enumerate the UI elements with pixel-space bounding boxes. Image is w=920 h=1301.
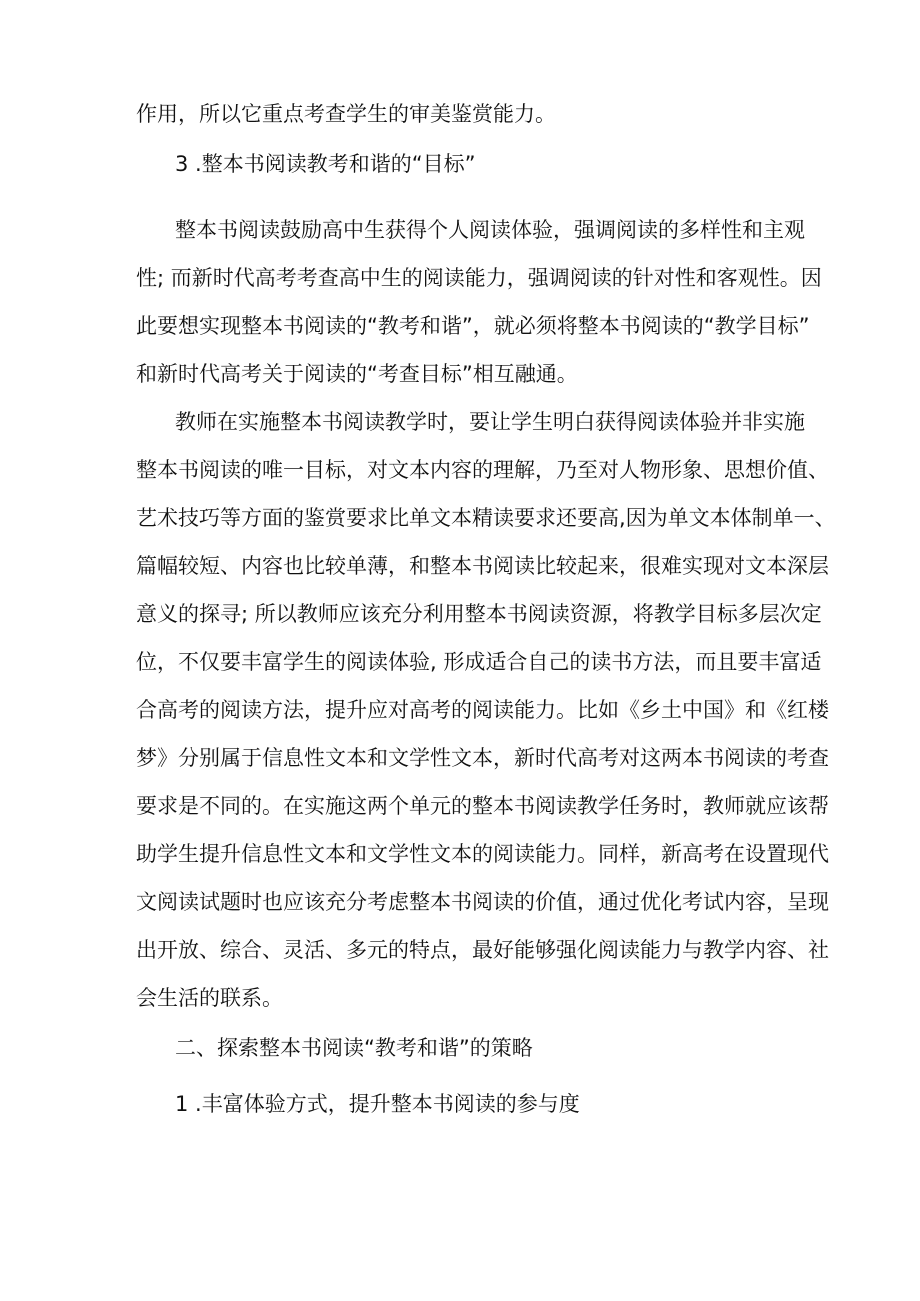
text-line: 性; 而新时代高考考查高中生的阅读能力，强调阅读的针对性和客观性。因	[136, 266, 822, 290]
text-line: 意义的探寻; 所以教师应该充分利用整本书阅读资源，将教学目标多层次定	[136, 602, 822, 626]
text-line: 文阅读试题时也应该充分考虑整本书阅读的价值，通过优化考试内容，呈现	[136, 890, 829, 914]
text-line: 篇幅较短、内容也比较单薄，和整本书阅读比较起来，很难实现对文本深层	[136, 554, 829, 578]
section-heading: 1 .丰富体验方式，提升整本书阅读的参与度	[175, 1092, 580, 1116]
text-line: 此要想实现整本书阅读的“教考和谐”，就必须将整本书阅读的“教学目标”	[136, 314, 810, 338]
text-line: 要求是不同的。在实施这两个单元的整本书阅读教学任务时，教师就应该帮	[136, 794, 829, 818]
section-heading: 二、探索整本书阅读“教考和谐”的策略	[175, 1036, 533, 1060]
section-heading: 3 .整本书阅读教考和谐的“目标”	[175, 152, 476, 176]
text-line: 合高考的阅读方法，提升应对高考的阅读能力。比如《乡土中国》和《红楼	[136, 698, 829, 722]
text-line: 教师在实施整本书阅读教学时，要让学生明白获得阅读体验并非实施	[175, 410, 805, 434]
text-line: 作用，所以它重点考查学生的审美鉴赏能力。	[136, 102, 556, 126]
text-line: 整本书阅读鼓励高中生获得个人阅读体验，强调阅读的多样性和主观	[175, 218, 805, 242]
text-line: 助学生提升信息性文本和文学性文本的阅读能力。同样，新高考在设置现代	[136, 842, 829, 866]
text-line: 艺术技巧等方面的鉴赏要求比单文本精读要求还要高,因为单文本体制单一、	[136, 506, 836, 530]
text-line: 出开放、综合、灵活、多元的特点，最好能够强化阅读能力与教学内容、社	[136, 938, 829, 962]
text-line: 位，不仅要丰富学生的阅读体验, 形成适合自己的读书方法，而且要丰富适	[136, 650, 822, 674]
text-line: 梦》分别属于信息性文本和文学性文本，新时代高考对这两本书阅读的考查	[136, 746, 829, 770]
text-line: 会生活的联系。	[136, 986, 283, 1010]
text-line: 和新时代高考关于阅读的“考查目标”相互融通。	[136, 362, 578, 386]
text-line: 整本书阅读的唯一目标，对文本内容的理解，乃至对人物形象、思想价值、	[136, 458, 829, 482]
